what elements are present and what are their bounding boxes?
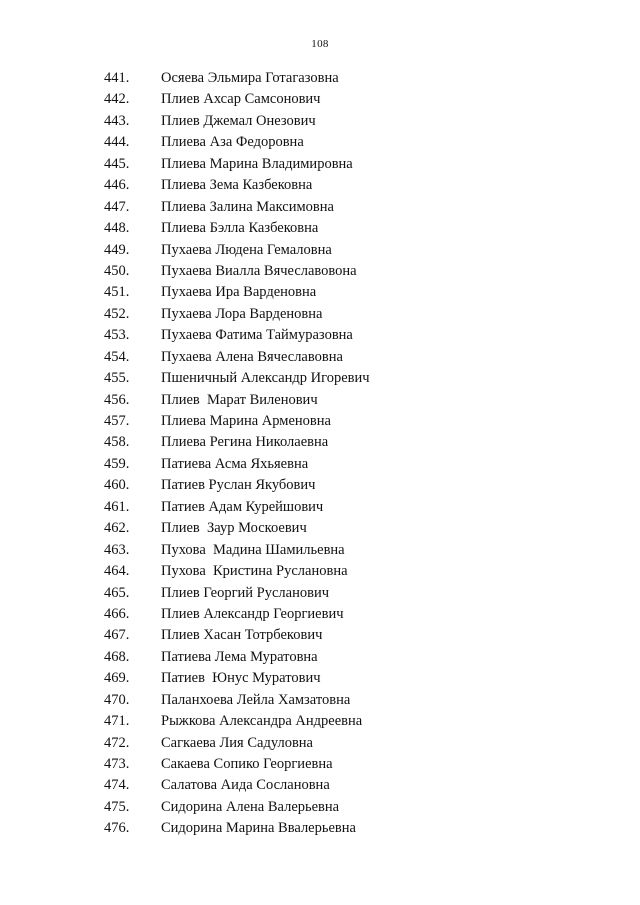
entry-name: Пухаева Виалла Вячеславовона	[161, 262, 357, 279]
list-item	[0, 175, 640, 196]
entry-number: 475.	[104, 798, 130, 815]
list-item	[0, 475, 640, 496]
entry-number: 451.	[104, 284, 130, 301]
entry-number: 454.	[104, 348, 130, 365]
entry-name: Пшеничный Александр Игоревич	[161, 370, 370, 387]
list-item	[0, 390, 640, 411]
entry-name: Плиева Марина Владимировна	[161, 155, 353, 172]
entry-name: Салатова Аида Сослановна	[161, 777, 330, 794]
list-item	[0, 218, 640, 239]
entry-number: 453.	[104, 327, 130, 344]
entry-name: Пухаева Людена Гемаловна	[161, 241, 332, 258]
list-item	[0, 561, 640, 582]
list-item	[0, 282, 640, 303]
list-item	[0, 690, 640, 711]
entry-name: Плиева Марина Арменовна	[161, 413, 331, 429]
entry-name: Осяева Эльмира Готагазовна	[161, 70, 339, 86]
entry-name: Сидорина Алена Валерьевна	[161, 798, 340, 815]
list-item	[0, 368, 640, 389]
entry-number: 466.	[104, 605, 130, 622]
entry-name: Пухова Мадина Шамильевна	[161, 541, 345, 558]
list-item	[0, 111, 640, 132]
entry-number: 447.	[104, 198, 130, 215]
list-item	[0, 647, 640, 668]
list-item	[0, 132, 640, 153]
list-item	[0, 304, 640, 325]
entry-name: Плиева Регина Николаевна	[161, 434, 329, 451]
list-item	[0, 625, 640, 646]
entry-number: 471.	[104, 713, 130, 730]
list-item	[0, 68, 640, 89]
entry-number: 456.	[104, 391, 130, 408]
entry-name: Патиева Лема Муратовна	[161, 648, 318, 665]
entry-number: 460.	[104, 477, 130, 494]
entry-number: 455.	[104, 370, 130, 387]
entry-number: 465.	[104, 584, 130, 601]
entry-number: 448.	[104, 220, 130, 237]
entry-name: Пухова Кристина Руслановна	[161, 563, 348, 580]
entry-name: Плиев Александр Георгиевич	[161, 605, 344, 622]
entry-name: Плиева Бэлла Казбековна	[161, 220, 319, 237]
entry-name: Пухаева Ира Варденовна	[161, 284, 317, 301]
list-item	[0, 240, 640, 261]
entry-name: Плиева Залина Максимовна	[161, 198, 334, 215]
entry-name: Плиев Хасан Тотрбекович	[161, 627, 323, 644]
list-item	[0, 754, 640, 775]
entry-name: Плиева Зема Казбековна	[161, 177, 313, 194]
entry-name: Сагкаева Лия Садуловна	[161, 734, 313, 751]
list-item	[0, 197, 640, 218]
list-item	[0, 325, 640, 346]
entry-number: 443.	[104, 112, 130, 129]
entry-number: 459.	[104, 455, 130, 472]
entry-number: 476.	[104, 820, 130, 837]
entry-name: Плиев Ахсар Самсонович	[161, 91, 321, 108]
entry-name: Пухаева Алена Вячеславовна	[161, 348, 343, 365]
list-item	[0, 411, 640, 432]
list-item	[0, 775, 640, 796]
list-item	[0, 432, 640, 453]
entry-name: Плиев Заур Москоевич	[161, 520, 307, 537]
list-item	[0, 583, 640, 604]
entry-name: Сакаева Сопико Георгиевна	[161, 756, 333, 772]
entry-number: 458.	[104, 434, 130, 451]
list-item	[0, 668, 640, 689]
entry-number: 457.	[104, 413, 130, 429]
entry-number: 442.	[104, 91, 130, 108]
entry-number: 463.	[104, 541, 130, 558]
list-item	[0, 497, 640, 518]
list-item	[0, 261, 640, 282]
entry-number: 444.	[104, 134, 130, 151]
entry-name: Пухаева Фатима Таймуразовна	[161, 327, 353, 344]
entry-number: 452.	[104, 305, 130, 322]
list-item	[0, 454, 640, 475]
entry-number: 473.	[104, 756, 130, 772]
entry-name: Патиев Юнус Муратович	[161, 670, 321, 687]
entry-number: 449.	[104, 241, 130, 258]
entry-number: 446.	[104, 177, 130, 194]
list-item	[0, 154, 640, 175]
entry-name: Плиев Джемал Онезович	[161, 112, 316, 129]
entry-number: 470.	[104, 691, 130, 708]
entry-name: Пухаева Лора Варденовна	[161, 305, 323, 322]
entry-number: 472.	[104, 734, 130, 751]
name-list	[0, 68, 640, 840]
list-item	[0, 518, 640, 539]
list-item	[0, 347, 640, 368]
list-item	[0, 89, 640, 110]
entry-name: Плиева Аза Федоровна	[161, 134, 304, 151]
list-item	[0, 711, 640, 732]
entry-number: 468.	[104, 648, 130, 665]
entry-number: 441.	[104, 70, 130, 86]
page-number: 108	[311, 38, 329, 50]
entry-name: Паланхоева Лейла Хамзатовна	[161, 691, 351, 708]
list-item	[0, 797, 640, 818]
entry-name: Плиев Марат Виленович	[161, 391, 318, 408]
list-item	[0, 733, 640, 754]
entry-number: 464.	[104, 563, 130, 580]
entry-number: 467.	[104, 627, 130, 644]
entry-number: 445.	[104, 155, 130, 172]
entry-name: Сидорина Марина Ввалерьевна	[161, 820, 356, 837]
list-item	[0, 604, 640, 625]
entry-number: 469.	[104, 670, 130, 687]
entry-number: 462.	[104, 520, 130, 537]
entry-name: Патиев Адам Курейшович	[161, 498, 324, 515]
list-item	[0, 540, 640, 561]
entry-name: Патиев Руслан Якубович	[161, 477, 316, 494]
entry-name: Плиев Георгий Русланович	[161, 584, 330, 601]
entry-name: Рыжкова Александра Андреевна	[161, 713, 363, 730]
entry-number: 461.	[104, 498, 130, 515]
entry-number: 474.	[104, 777, 130, 794]
entry-number: 450.	[104, 262, 130, 279]
entry-name: Патиева Асма Яхьяевна	[161, 455, 309, 472]
list-item	[0, 818, 640, 839]
